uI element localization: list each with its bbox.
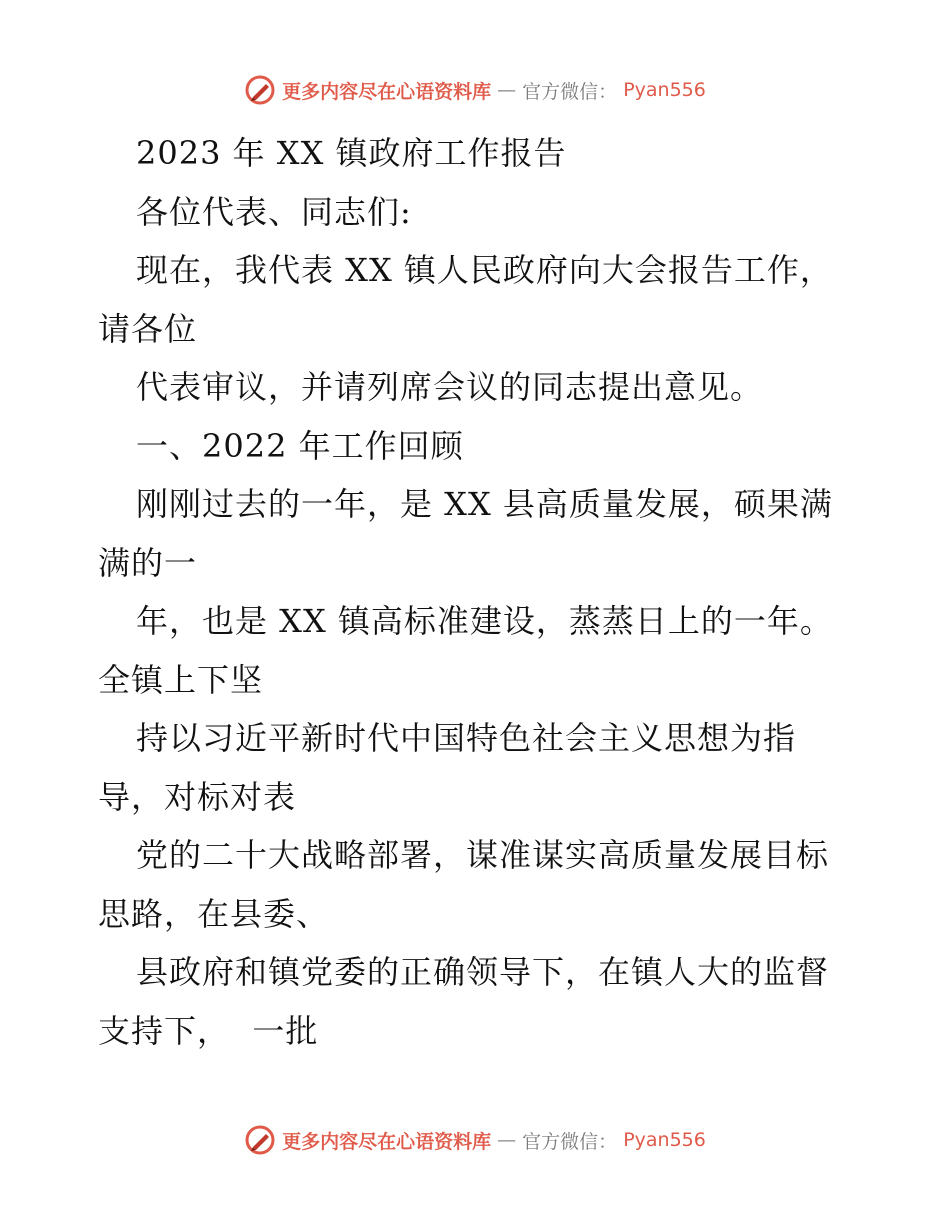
text-line: 支持下， 一批 [98, 1011, 319, 1050]
text-line: 持以习近平新时代中国特色社会主义思想为指 [136, 719, 797, 757]
document-body [98, 124, 858, 1060]
text-line: 导，对标对表 [98, 777, 297, 816]
text-line: 年，也是 XX 镇高标准建设，蒸蒸日上的一年。 [136, 602, 833, 640]
pen-logo-icon [244, 74, 276, 106]
watermark-dash: — [497, 1129, 517, 1151]
text-line: 代表审议，并请列席会议的同志提出意见。 [136, 368, 764, 406]
text-line: 2023 年 XX 镇政府工作报告 [136, 134, 567, 172]
text-line: 全镇上下坚 [98, 660, 264, 699]
watermark-text: 更多内容尽在心语资料库 [282, 80, 492, 103]
text-line: 县政府和镇党委的正确领导下，在镇人大的监督 [136, 953, 830, 991]
header-watermark [0, 70, 950, 110]
text-line: 满的一 [98, 543, 198, 582]
watermark-text: 更多内容尽在心语资料库 [282, 1130, 492, 1153]
text-line: 现在，我代表 XX 镇人民政府向大会报告工作， [136, 251, 833, 289]
pen-logo-icon [244, 1124, 276, 1156]
watermark-contact-id: Pyan556 [623, 79, 706, 101]
text-line: 一、2022 年工作回顾 [136, 426, 464, 465]
text-line: 各位代表、同志们: [136, 192, 412, 231]
text-line: 党的二十大战略部署，谋准谋实高质量发展目标 [136, 836, 830, 874]
text-line: 请各位 [98, 309, 198, 348]
text-line: 刚刚过去的一年，是 XX 县高质量发展，硕果满 [136, 485, 833, 523]
watermark-contact-id: Pyan556 [623, 1129, 706, 1151]
watermark-contact-label: 官方微信： [522, 1130, 618, 1153]
text-line: 思路，在县委、 [98, 894, 330, 933]
footer-watermark [0, 1120, 950, 1160]
watermark-contact-label: 官方微信： [522, 80, 618, 103]
watermark-dash: — [497, 79, 517, 101]
